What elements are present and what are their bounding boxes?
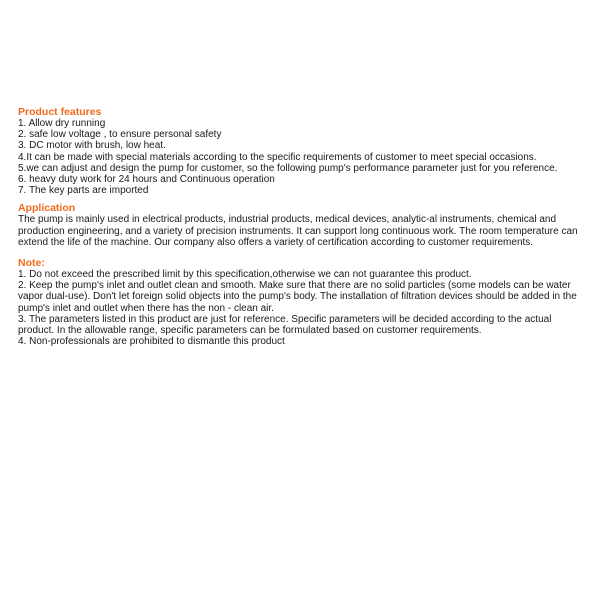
feature-item: 7. The key parts are imported [18, 185, 149, 197]
feature-item: 4.It can be made with special materials according to the specific requirements of customer to meet special occasions. [18, 151, 537, 163]
feature-item: 5.we can adjust and design the pump for customer, so the following pump's performance parameter just for you reference. [18, 162, 558, 174]
application-paragraph: The pump is mainly used in electrical products, industrial products, medical devices, analytic-al instruments, chemical and production engineering, and a variety of precision instruments. It can support long continuous work. The room temperature can extend the life of the machine. Our company also offers a variety of certification according to customer requirements. [18, 214, 578, 248]
product-description-document [18, 106, 584, 347]
application-section [18, 202, 584, 248]
feature-item: 2. safe low voltage , to ensure personal safety [18, 129, 222, 141]
note-item: 1. Do not exceed the prescribed limit by this specification,otherwise we can not guarantee this product. [18, 269, 472, 281]
product-features-section [18, 106, 584, 196]
feature-item: 3. DC motor with brush, low heat. [18, 140, 166, 152]
note-item: 3. The parameters listed in this product are just for reference. Specific parameters will be decided according to the actual product. In the allowable range, specific parameters can be formulated based on customer requirements. [18, 313, 552, 337]
note-section [18, 257, 584, 347]
section-spacer [18, 248, 584, 257]
application-heading: Application [18, 202, 76, 215]
note-item: 4. Non-professionals are prohibited to dismantle this product [18, 336, 285, 348]
feature-item: 1. Allow dry running [18, 118, 106, 129]
feature-item: 6. heavy duty work for 24 hours and Continuous operation [18, 174, 275, 186]
note-heading: Note: [18, 257, 45, 270]
product-features-heading: Product features [18, 106, 102, 118]
note-item: 2. Keep the pump's inlet and outlet clean and smooth. Make sure that there are no solid particles (some models can be water vapor dual-use). Don't let foreign solid objects into the pump's body. The installation of filtration devices should be added in the pump's inlet and outlet when there has the non - clean air. [18, 280, 577, 314]
